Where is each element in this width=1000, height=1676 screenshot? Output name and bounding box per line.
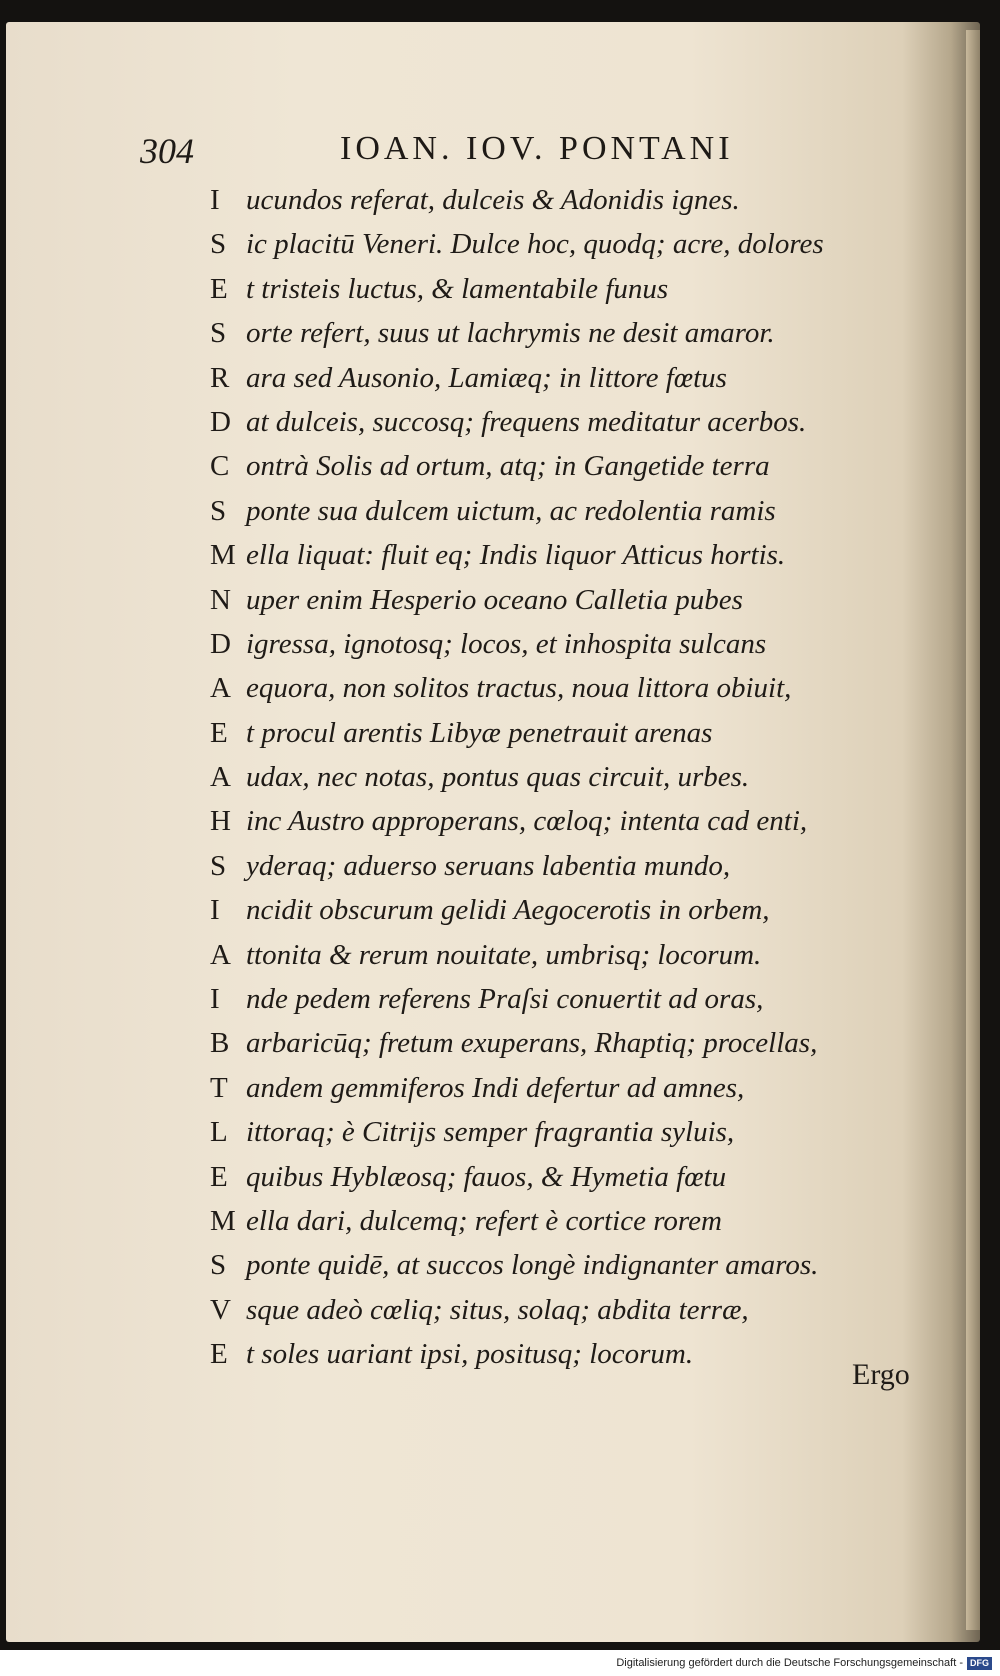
verse-line <box>210 622 930 666</box>
verse-initial: I <box>210 894 220 927</box>
verse-text: orte refert, suus ut lachrymis ne desit amaror. <box>246 317 775 350</box>
verse-line <box>210 888 930 932</box>
verse-line <box>210 755 930 799</box>
verse-initial: T <box>210 1071 228 1104</box>
verse-text: ponte sua dulcem uictum, ac redolentia ramis <box>246 494 776 527</box>
verse-initial: S <box>210 494 227 527</box>
verse-initial: I <box>210 184 220 216</box>
verse-line <box>210 1332 930 1376</box>
verse-initial: L <box>210 1116 228 1149</box>
verse-line <box>210 178 930 222</box>
verse-text: t tristeis luctus, & lamentabile funus <box>246 272 669 305</box>
verse-initial: A <box>210 672 231 705</box>
verse-initial: S <box>210 849 227 882</box>
verse-text: quibus Hyblæosq; fauos, & Hymetia fœtu <box>246 1160 727 1193</box>
verse-text: nde pedem referens Praſsi conuertit ad oras, <box>246 983 764 1016</box>
verse-line <box>210 933 930 977</box>
verse-initial: N <box>210 583 231 616</box>
verse-initial: S <box>210 1249 227 1282</box>
page-header <box>140 130 800 180</box>
verse-initial: B <box>210 1027 230 1060</box>
verse-text: t soles uariant ipsi, positusq; locorum. <box>246 1338 694 1371</box>
verse-initial: S <box>210 228 227 261</box>
verse-line <box>210 222 930 266</box>
verse-line <box>210 311 930 355</box>
verse-line <box>210 1199 930 1243</box>
verse-line <box>210 1288 930 1332</box>
verse-text: ucundos referat, dulceis & Adonidis ignes. <box>246 184 740 216</box>
verse-line <box>210 1021 930 1065</box>
verse-text: andem gemmiferos Indi defertur ad amnes, <box>246 1071 745 1104</box>
verse-text: ncidit obscurum gelidi Aegocerotis in orbem, <box>246 894 770 927</box>
dfg-logo: DFG <box>967 1657 992 1670</box>
verse-text: ara sed Ausonio, Lamiæq; in littore fœtus <box>246 361 727 394</box>
verse-text: ponte quidē, at succos longè indignanter amaros. <box>246 1249 819 1282</box>
verse-text: ic placitū Veneri. Dulce hoc, quodq; acre, dolores <box>246 228 824 261</box>
verse-line <box>210 578 930 622</box>
verse-line <box>210 356 930 400</box>
page-edge-shadow <box>966 30 980 1630</box>
verse-initial: H <box>210 805 231 838</box>
verse-block <box>210 178 930 1377</box>
verse-text: at dulceis, succosq; frequens meditatur acerbos. <box>246 405 807 438</box>
verse-text: yderaq; aduerso seruans labentia mundo, <box>246 849 731 882</box>
verse-initial: D <box>210 627 231 660</box>
verse-line <box>210 711 930 755</box>
verse-initial: E <box>210 716 228 749</box>
verse-initial: M <box>210 1204 236 1237</box>
verse-initial: M <box>210 539 236 572</box>
verse-initial: R <box>210 361 230 394</box>
verse-initial: A <box>210 938 231 971</box>
verse-line <box>210 1110 930 1154</box>
verse-initial: E <box>210 1338 228 1371</box>
digitization-credit <box>616 1654 992 1672</box>
verse-text: ella dari, dulcemq; refert è cortice rorem <box>246 1204 722 1237</box>
verse-line <box>210 400 930 444</box>
credit-text: Digitalisierung gefördert durch die Deutsche Forschungsgemeinschaft - <box>616 1657 963 1669</box>
verse-initial: E <box>210 272 228 305</box>
verse-text: ella liquat: fluit eq; Indis liquor Atticus hortis. <box>246 539 786 572</box>
verse-initial: C <box>210 450 230 483</box>
verse-line <box>210 666 930 710</box>
verse-text: udax, nec notas, pontus quas circuit, urbes. <box>246 761 750 794</box>
verse-line <box>210 799 930 843</box>
verse-text: equora, non solitos tractus, noua littora obiuit, <box>246 672 792 705</box>
verse-text: uper enim Hesperio oceano Calletia pubes <box>246 583 743 616</box>
verse-line <box>210 444 930 488</box>
verse-initial: I <box>210 983 220 1016</box>
verse-text: t procul arentis Libyæ penetrauit arenas <box>246 716 713 749</box>
catchword: Ergo <box>852 1358 910 1391</box>
running-head: IOAN. IOV. PONTANI <box>340 130 734 167</box>
verse-text: igressa, ignotosq; locos, et inhospita sulcans <box>246 627 767 660</box>
verse-text: ontrà Solis ad ortum, atq; in Gangetide terra <box>246 450 770 483</box>
verse-line <box>210 267 930 311</box>
verse-initial: V <box>210 1293 231 1326</box>
verse-initial: E <box>210 1160 228 1193</box>
verse-text: ittoraq; è Citrijs semper fragrantia syluis, <box>246 1116 735 1149</box>
verse-line <box>210 1066 930 1110</box>
verse-line <box>210 1155 930 1199</box>
verse-initial: S <box>210 317 227 350</box>
verse-line <box>210 1243 930 1287</box>
verse-text: inc Austro approperans, cœloq; intenta cad enti, <box>246 805 808 838</box>
verse-text: ttonita & rerum nouitate, umbrisq; locorum. <box>246 938 762 971</box>
page-number: 304 <box>140 131 194 171</box>
verse-text: sque adeò cœliq; situs, solaq; abdita terræ, <box>246 1293 749 1326</box>
verse-initial: A <box>210 761 231 794</box>
verse-line <box>210 977 930 1021</box>
verse-initial: D <box>210 405 231 438</box>
verse-line <box>210 533 930 577</box>
verse-line <box>210 489 930 533</box>
verse-line <box>210 844 930 888</box>
verse-text: arbaricūq; fretum exuperans, Rhaptiq; procellas, <box>246 1027 818 1060</box>
